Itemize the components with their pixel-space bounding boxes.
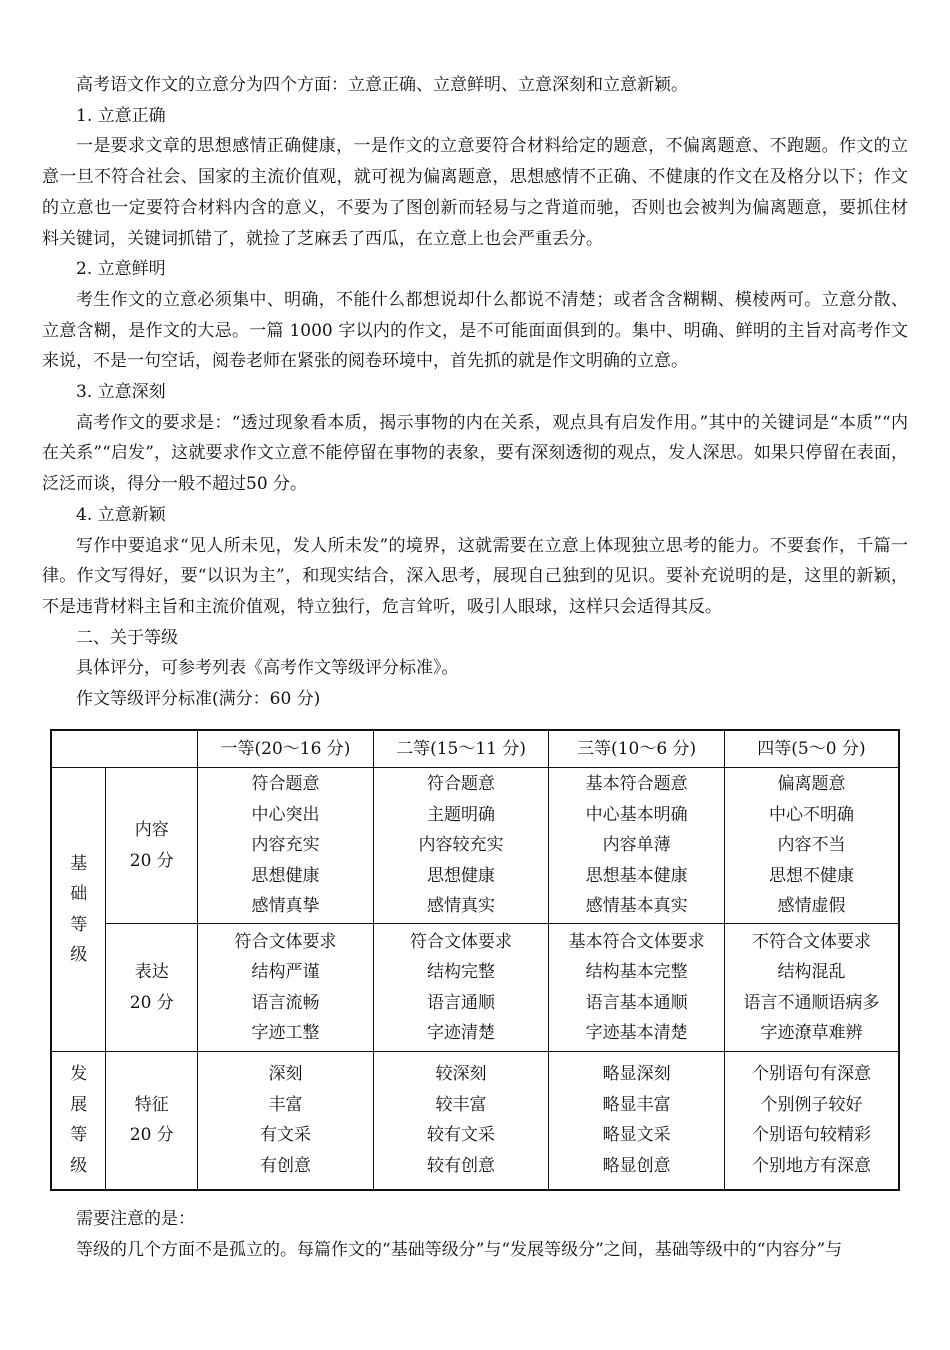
header-empty-cell — [51, 730, 198, 768]
intro-paragraph: 高考语文作文的立意分为四个方面：立意正确、立意鲜明、立意深刻和立意新颖。 — [76, 75, 688, 95]
feature-grade-3: 略显深刻 略显丰富 略显文采 略显创意 — [549, 1052, 725, 1190]
expression-grade-3: 基本符合文体要求 结构基本完整 语言基本通顺 字迹基本清楚 — [549, 924, 725, 1052]
table-header-row — [51, 730, 899, 768]
feature-grade-4: 个别语句有深意 个别例子较好 个别语句较精彩 个别地方有深意 — [724, 1052, 899, 1190]
expression-grade-4: 不符合文体要求 结构混乱 语言不通顺语病多 字迹潦草难辨 — [724, 924, 899, 1052]
expression-label: 表达 20 分 — [106, 924, 198, 1052]
section-3-body: 高考作文的要求是：“透过现象看本质，揭示事物的内在关系，观点具有启发作用。”其中的关键词是“本质”“内在关系”“启发”，这就要求作文立意不能停留在事物的表象，要有深刻透彻的观点，发人深思。如果只停留在表面，泛泛而谈，得分一般不超过50 分。 — [42, 412, 908, 495]
section-1-body: 一是要求文章的思想感情正确健康，一是作文的立意要符合材料给定的题意，不偏离题意、不跑题。作文的立意一旦不符合社会、国家的主流价值观，就可视为偏离题意，思想感情不正确、不健康的作文在及格分以下；作文的立意也一定要符合材料内含的意义，不要为了图创新而轻易与之背道而驰，否则也会被判为偏离题意，要抓住材料关键词，关键词抓错了，就捡了芝麻丢了西瓜，在立意上也会严重丢分。 — [42, 136, 908, 249]
section-2-heading: 2. 立意鲜明 — [76, 259, 166, 280]
content-grade-4: 偏离题意 中心不明确 内容不当 思想不健康 感情虚假 — [724, 768, 899, 924]
notes-body: 等级的几个方面不是孤立的。每篇作文的“基础等级分”与“发展等级分”之间，基础等级中的“内容分”与 — [76, 1239, 843, 1260]
grading-table — [50, 729, 900, 1191]
expression-grade-1: 符合文体要求 结构严谨 语言流畅 字迹工整 — [198, 924, 374, 1052]
section-4-heading: 4. 立意新颖 — [76, 504, 166, 525]
notes-heading: 需要注意的是： — [76, 1209, 195, 1229]
part-2-heading: 二、关于等级 — [76, 627, 178, 648]
section-2-body: 考生作文的立意必须集中、明确，不能什么都想说却什么都说不清楚；或者含含糊糊、模棱两可。立意分散、立意含糊，是作文的大忌。一篇 1000 字以内的作文，是不可能面面俱到的。集中、明确、鲜明的主旨对高考作文来说，不是一句空话，阅卷老师在紧张的阅卷环境中，首先抓的就是作文明确的立意。 — [42, 289, 908, 372]
header-grade-4: 四等(5～0 分) — [724, 730, 899, 768]
table-row-feature — [51, 1052, 899, 1190]
feature-label: 特征 20 分 — [106, 1052, 198, 1190]
content-label: 内容 20 分 — [106, 768, 198, 924]
table-row-expression — [51, 924, 899, 1052]
expression-grade-2: 符合文体要求 结构完整 语言通顺 字迹清楚 — [373, 924, 549, 1052]
group-development-label: 发 展 等 级 — [51, 1052, 106, 1190]
feature-grade-1: 深刻 丰富 有文采 有创意 — [198, 1052, 374, 1190]
feature-grade-2: 较深刻 较丰富 较有文采 较有创意 — [373, 1052, 549, 1190]
table-row-content — [51, 768, 899, 924]
header-grade-3: 三等(10～6 分) — [549, 730, 725, 768]
content-grade-2: 符合题意 主题明确 内容较充实 思想健康 感情真实 — [373, 768, 549, 924]
part-2-intro: 具体评分，可参考列表《高考作文等级评分标准》。 — [76, 658, 459, 679]
section-3-heading: 3. 立意深刻 — [76, 382, 166, 403]
document-body — [42, 70, 908, 715]
group-basic-label: 基 础 等 级 — [51, 768, 106, 1052]
section-1-heading: 1. 立意正确 — [76, 105, 166, 126]
header-grade-1: 一等(20～16 分) — [198, 730, 374, 768]
header-grade-2: 二等(15～11 分) — [373, 730, 549, 768]
content-grade-1: 符合题意 中心突出 内容充实 思想健康 感情真挚 — [198, 768, 374, 924]
notes-section — [42, 1204, 908, 1265]
section-4-body: 写作中要追求“见人所未见，发人所未发”的境界，这就需要在立意上体现独立思考的能力。不要套作，千篇一律。作文写得好，要“以识为主”，和现实结合，深入思考，展现自己独到的见识。要补充说明的是，这里的新颖，不是违背材料主旨和主流价值观，特立独行，危言耸听，吸引人眼球，这样只会适得其反。 — [42, 535, 908, 617]
content-grade-3: 基本符合题意 中心基本明确 内容单薄 思想基本健康 感情基本真实 — [549, 768, 725, 924]
table-caption: 作文等级评分标准(满分：60 分) — [76, 689, 321, 710]
